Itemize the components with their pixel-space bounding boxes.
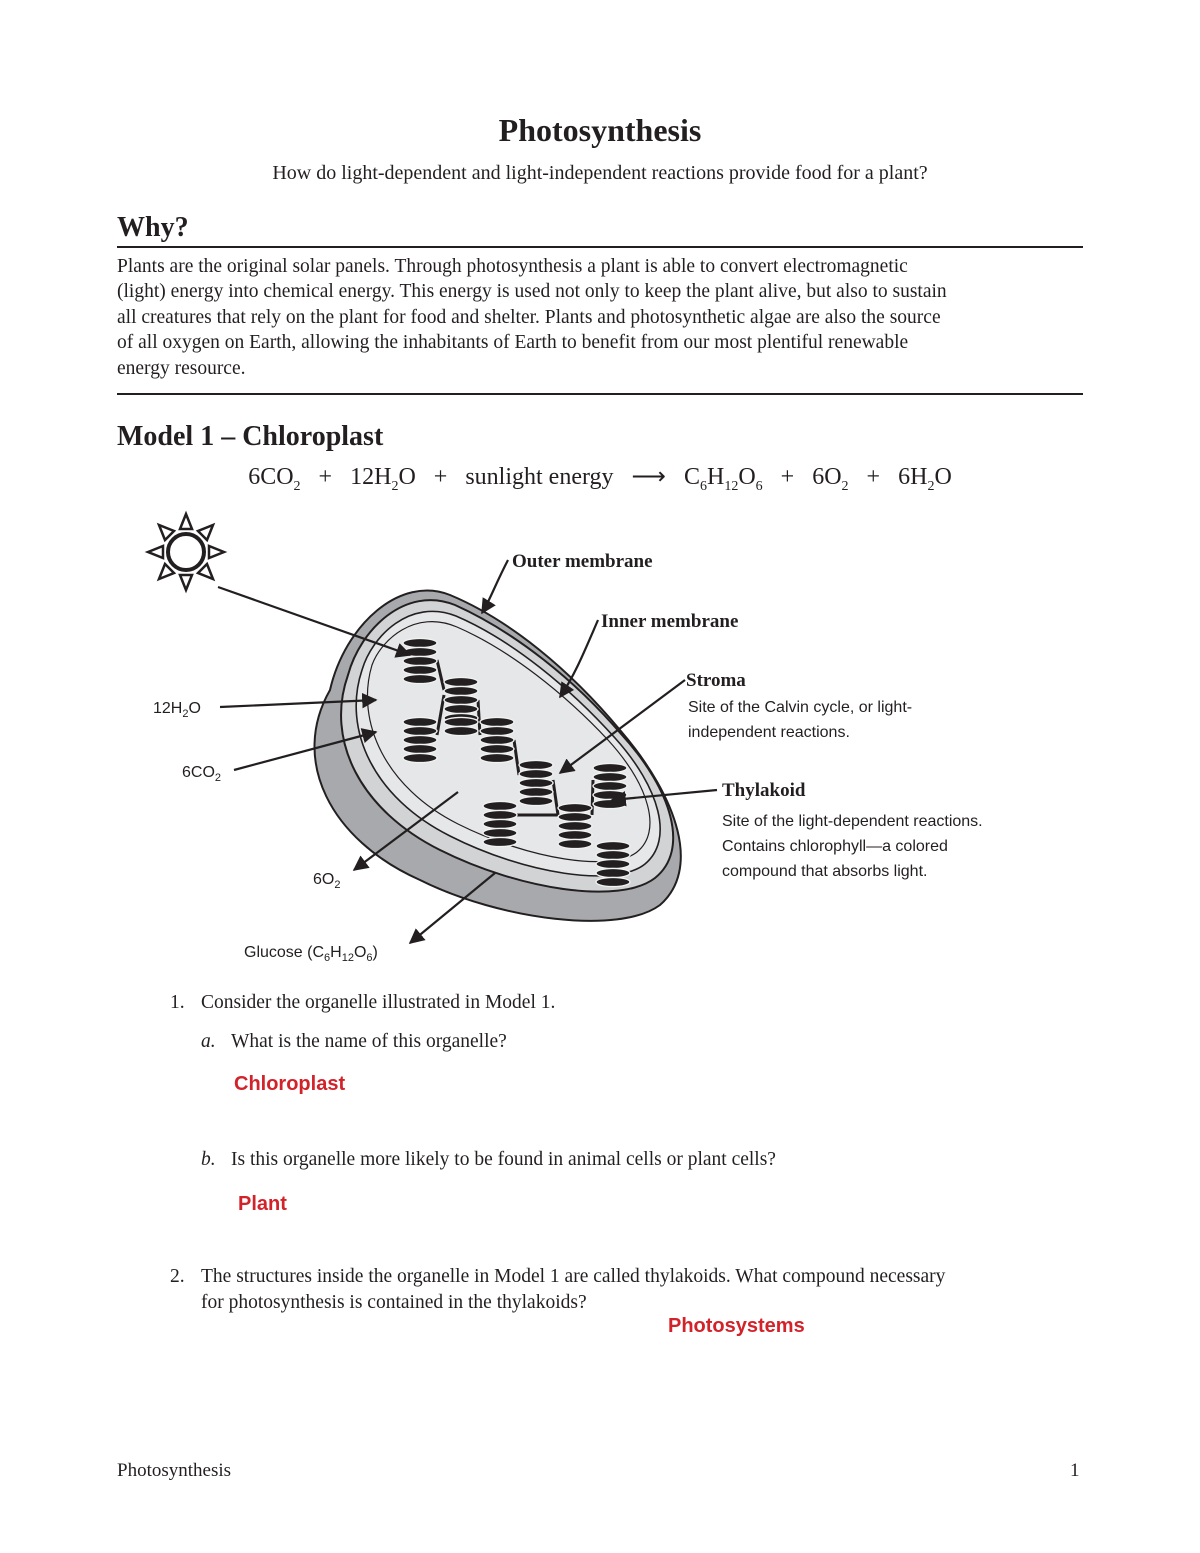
thylakoid-disc [480,735,514,744]
thylakoid-disc [596,859,630,868]
answer-1a: Chloroplast [234,1073,346,1095]
thylakoid-stack [403,717,437,762]
question-1b-label: b. [201,1149,216,1170]
thylakoid-disc [596,877,630,886]
why-line: of all oxygen on Earth, allowing the inhabitants of Earth to benefit from our most plentiful renewable [117,332,909,354]
thylakoid-disc [596,868,630,877]
thylakoid-disc [483,801,517,810]
thylakoid-disc [483,828,517,837]
thylakoid-stack [593,763,627,808]
stroma-description-2: independent reactions. [688,724,850,741]
thylakoid-description-3: compound that absorbs light. [722,863,928,880]
thylakoid-disc [403,735,437,744]
thylakoid-stack [558,803,592,848]
thylakoid-disc [403,665,437,674]
eq-sunlight: sunlight energy [465,464,614,490]
thylakoid-disc [403,753,437,762]
thylakoid-disc [403,717,437,726]
why-top-rule [117,246,1083,248]
answer-2: Photosystems [668,1315,805,1337]
thylakoid-description-1: Site of the light-dependent reactions. [722,813,983,830]
page-subtitle: How do light-dependent and light-independent reactions provide food for a plant? [272,162,928,184]
page-title: Photosynthesis [498,112,702,148]
thylakoid-disc [519,778,553,787]
question-1-text: Consider the organelle illustrated in Model 1. [201,992,556,1013]
why-line: energy resource. [117,357,246,379]
question-2-text-1: The structures inside the organelle in Model 1 are called thylakoids. What compound necessary [201,1266,946,1287]
photosynthesis-equation: $6CO_2$ + $12H_2O$ + sunlight energy ⟶ $C_6H_{12}O_6$ + $6O_2$ + $6H_2O$ [248,464,952,494]
why-line: Plants are the original solar panels. Through photosynthesis a plant is able to convert electromagnetic [117,256,908,277]
question-1a-label: a. [201,1031,216,1052]
question-1b-text: Is this organelle more likely to be found in animal cells or plant cells? [231,1149,776,1170]
thylakoid-stack [519,760,553,805]
thylakoid-disc [480,744,514,753]
why-heading: Why? [117,212,189,243]
thylakoid-disc [558,839,592,848]
thylakoid-stack [403,638,437,683]
thylakoid-disc [519,787,553,796]
question-1-number: 1. [170,992,185,1013]
thylakoid-disc [444,726,478,735]
thylakoid-disc [444,717,478,726]
eq-glucose: C [683,464,700,490]
eq-o2: 6O [812,464,842,490]
eq-co2: 6CO [248,464,294,490]
thylakoid-disc [403,638,437,647]
thylakoid-disc [403,656,437,665]
label-inner-membrane: Inner membrane [601,611,739,632]
thylakoid-disc [519,760,553,769]
thylakoid-stack [444,677,478,722]
chloroplast-diagram [0,500,1200,980]
footer-title: Photosynthesis [117,1460,232,1481]
stroma-description-1: Site of the Calvin cycle, or light- [688,699,913,716]
label-o2-out: $6O_2$ [313,871,341,891]
thylakoid-disc [403,726,437,735]
thylakoid-disc [558,830,592,839]
thylakoid-disc [444,686,478,695]
label-co2-in: $6CO_2$ [182,764,222,784]
question-2-text-2: for photosynthesis is contained in the thylakoids? [201,1292,587,1313]
thylakoid-disc [444,677,478,686]
thylakoid-disc [483,819,517,828]
thylakoid-disc [593,772,627,781]
thylakoid-disc [483,810,517,819]
thylakoid-stack [483,801,517,846]
thylakoid-description-2: Contains chlorophyll—a colored [722,838,948,855]
thylakoid-disc [483,837,517,846]
eq-arrow: ⟶ [631,464,666,490]
eq-water-out: 6H [898,464,928,490]
page-number: 1 [1070,1460,1080,1481]
thylakoid-disc [519,796,553,805]
eq-water: 12H [350,464,392,490]
thylakoid-disc [480,753,514,762]
model-heading: Model 1 – Chloroplast [117,421,384,452]
question-1a-text: What is the name of this organelle? [231,1031,507,1052]
thylakoid-disc [480,717,514,726]
thylakoid-disc [558,803,592,812]
thylakoid-disc [593,799,627,808]
label-water-in: $12H_2O$ [153,700,201,720]
thylakoid-disc [519,769,553,778]
why-bottom-rule [117,393,1083,395]
label-stroma: Stroma [686,670,746,691]
thylakoid-disc [596,850,630,859]
why-line: all creatures that rely on the plant for food and shelter. Plants and photosynthetic algae are also the source [117,306,941,328]
thylakoid-stack [596,841,630,886]
answer-1b: Plant [238,1193,287,1215]
thylakoid-disc [596,841,630,850]
why-line: (light) energy into chemical energy. This energy is used not only to keep the plant alive, but also to sustain [117,281,947,303]
thylakoid-disc [444,704,478,713]
thylakoid-disc [593,763,627,772]
question-2-number: 2. [170,1266,185,1287]
thylakoid-disc [480,726,514,735]
thylakoid-disc [593,781,627,790]
label-glucose-out: Glucose $(C_6H_{12}O_6)$ [244,944,378,964]
label-outer-membrane: Outer membrane [512,551,653,572]
thylakoid-stack [480,717,514,762]
thylakoid-disc [558,821,592,830]
thylakoid-disc [403,674,437,683]
label-thylakoid: Thylakoid [722,780,806,801]
sun-icon [148,514,224,590]
why-paragraph [117,254,1083,381]
thylakoid-disc [403,744,437,753]
thylakoid-disc [558,812,592,821]
thylakoid-disc [444,695,478,704]
